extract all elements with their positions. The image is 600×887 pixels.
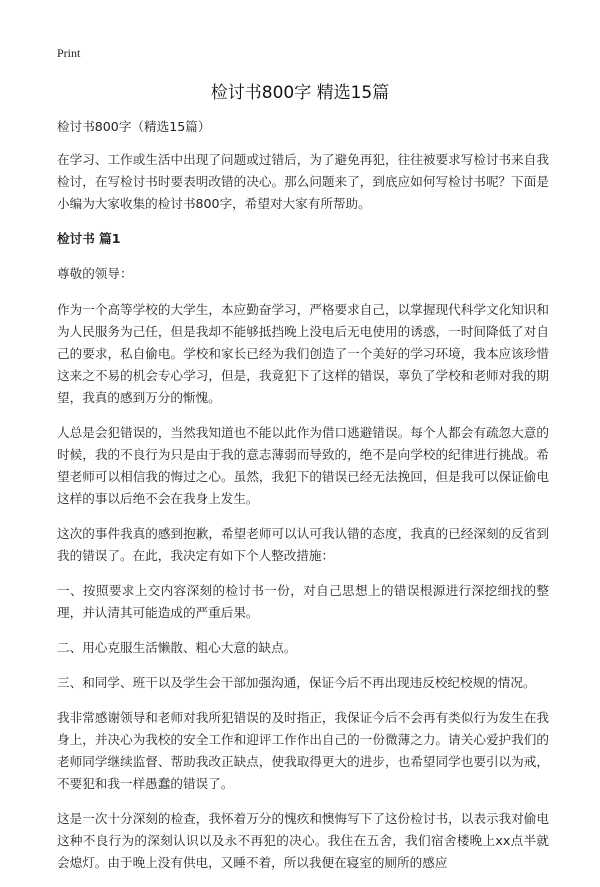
intro-paragraph: 在学习、工作或生活中出现了问题或过错后，为了避免再犯，往往被要求写检讨书来自我检讨，在写检讨书时要表明改错的决心。那么问题来了，到底应如何写检讨书呢？下面是小编为大家收集的检讨书800字，希望对大家有所帮助。 [57,152,549,211]
body-paragraph-1: 作为一个高等学校的大学生，本应勤奋学习，严格要求自己，以掌握现代科学文化知识和为人民服务为己任，但是我却不能够抵挡晚上没电后无电使用的诱惑，一时间降低了对自己的要求，私自偷电。学校和家长已经为我们创造了一个美好的学习环境，我本应该珍惜这来之不易的机会专心学习，但是，我竟犯下了这样的错误，辜负了学校和老师对我的期望，我真的感到万分的惭愧。 [57,302,549,405]
body-paragraph-3: 这次的事件我真的感到抱歉，希望老师可以认可我认错的态度，我真的已经深刻的反省到我的错误了。在此，我决定有如下个人整改措施： [57,526,549,563]
measure-item-1: 一、按照要求上交内容深刻的检讨书一份，对自己思想上的错误根源进行深挖细找的整理，并认清其可能造成的严重后果。 [57,583,549,620]
body-paragraph-4: 我非常感谢领导和老师对我所犯错误的及时指正，我保证今后不会再有类似行为发生在我身上，并决心为我校的安全工作和迎评工作作出自己的一份微薄之力。请关心爱护我们的老师同学继续监督、帮助我改正缺点，使我取得更大的进步，也希望同学也要引以为戒，不要犯和我一样愚蠢的错误了。 [57,710,549,791]
measure-item-3: 三、和同学、班干以及学生会干部加强沟通，保证今后不再出现违反校纪校规的情况。 [57,675,536,690]
section-title: 检讨书 篇1 [57,231,121,246]
salutation: 尊敬的领导： [57,266,133,281]
document-body [57,116,549,887]
document-subtitle: 检讨书800字（精选15篇） [57,119,211,134]
body-paragraph-2: 人总是会犯错误的，当然我知道也不能以此作为借口逃避错误。每个人都会有疏忽大意的时候，我的不良行为只是由于我的意志薄弱而导致的，绝不是向学校的纪律进行挑战。希望老师可以相信我的悔过之心。虽然，我犯下的错误已经无法挽回，但是我可以保证偷电这样的事以后绝不会在我身上发生。 [57,425,549,506]
measure-item-2: 二、用心克服生活懒散、粗心大意的缺点。 [57,640,297,655]
page-title: 检讨书800字 精选15篇 [210,83,390,103]
print-link[interactable]: Print [57,46,81,60]
body-paragraph-5: 这是一次十分深刻的检查，我怀着万分的愧疚和懊悔写下了这份检讨书，以表示我对偷电这种不良行为的深刻认识以及永不再犯的决心。我住在五舍，我们宿舍楼晚上xx点半就会熄灯。由于晚上没有供电，又睡不着，所以我便在寝室的厕所的感应 [57,811,549,870]
